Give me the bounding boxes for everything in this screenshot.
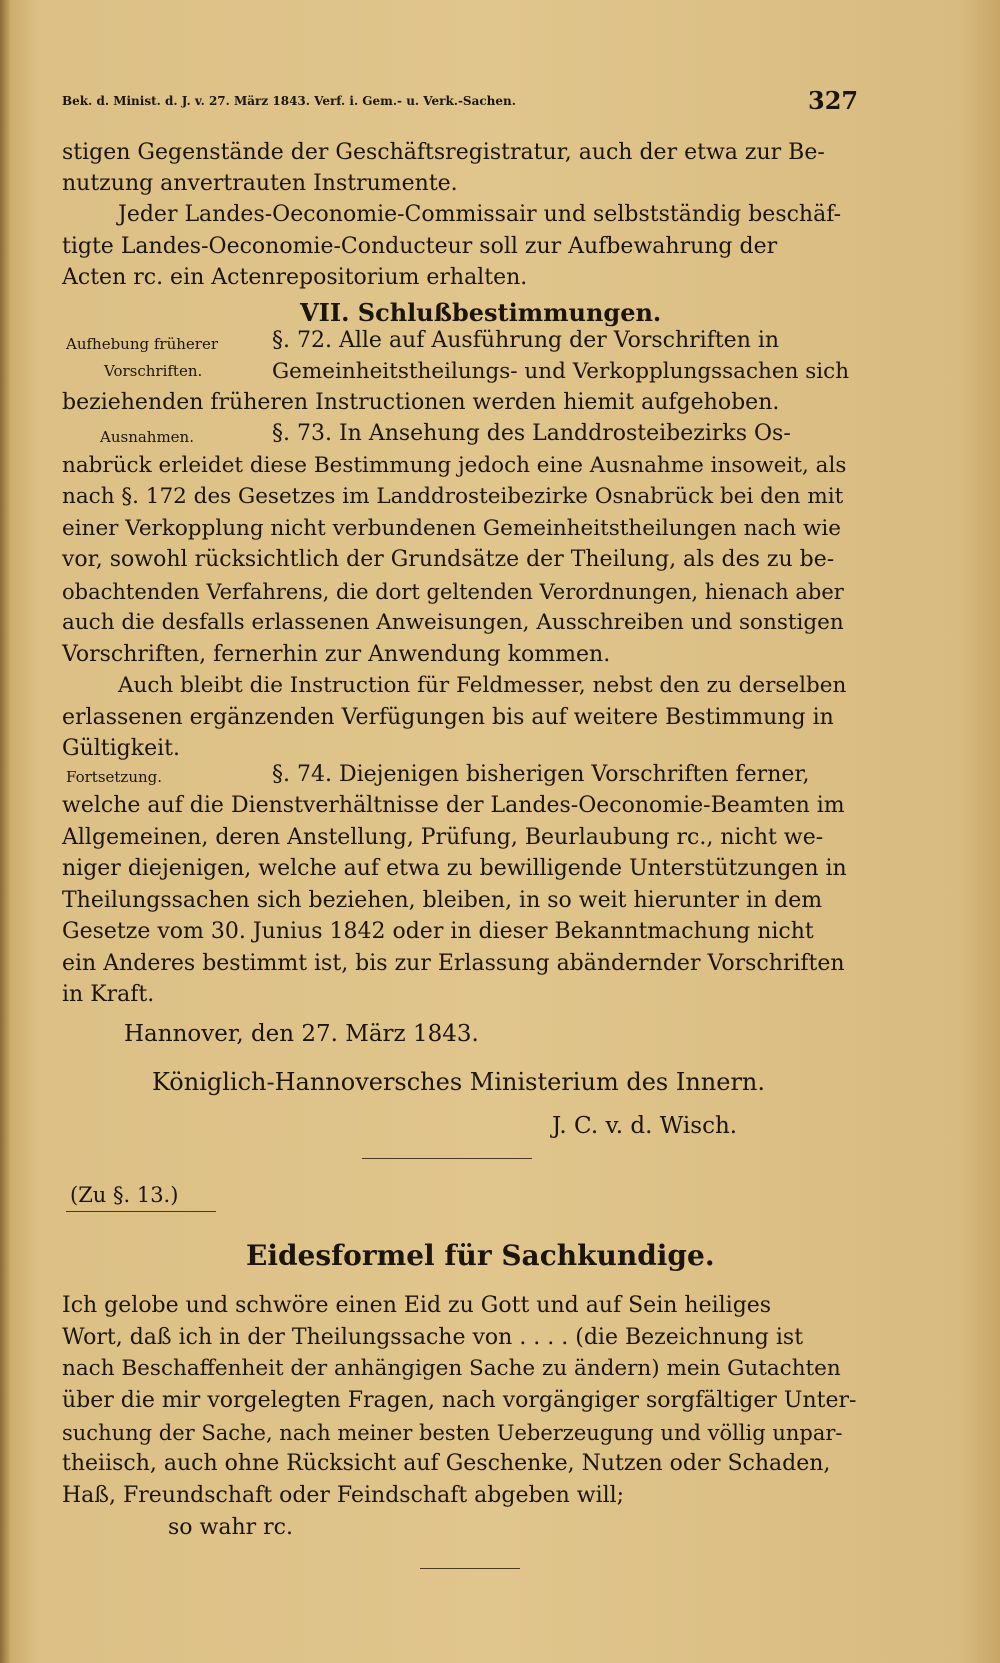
place-date: Hannover, den 27. März 1843. xyxy=(124,1021,479,1047)
text-line: Gültigkeit. xyxy=(62,736,180,761)
signature: J. C. v. d. Wisch. xyxy=(552,1113,738,1139)
page-binding-edge xyxy=(0,0,10,1663)
margin-note: Ausnahmen. xyxy=(100,428,194,446)
oath-line: Wort, daß ich in der Theilungssache von . . . . (die Bezeichnung ist xyxy=(62,1325,804,1350)
oath-line: suchung der Sache, nach meiner besten Ueberzeugung und völlig unpar- xyxy=(62,1421,843,1445)
oath-line: theiisch, auch ohne Rücksicht auf Geschenke, Nutzen oder Schaden, xyxy=(62,1451,831,1476)
paragraph-73: §. 73. In Ansehung des Landdrosteibezirks Os- xyxy=(272,421,791,446)
text-line: Jeder Landes-Oeconomie-Commissair und selbstständig beschäf- xyxy=(118,202,842,227)
text-line: nabrück erleidet diese Bestimmung jedoch eine Ausnahme insoweit, als xyxy=(62,453,847,478)
end-rule xyxy=(420,1568,520,1569)
appendix-reference: (Zu §. 13.) xyxy=(70,1183,179,1207)
text-line: Gemeinheitstheilungs- und Verkopplungssachen sich xyxy=(272,359,850,384)
text-line: Vorschriften, fernerhin zur Anwendung kommen. xyxy=(62,642,611,667)
text-line: Allgemeinen, deren Anstellung, Prüfung, Beurlaubung rc., nicht we- xyxy=(62,825,824,850)
text-line: ein Anderes bestimmt ist, bis zur Erlassung abändernder Vorschriften xyxy=(62,951,845,976)
text-line: stigen Gegenstände der Geschäftsregistratur, auch der etwa zur Be- xyxy=(62,140,825,165)
text-line: beziehenden früheren Instructionen werden hiemit aufgehoben. xyxy=(62,390,780,415)
text-line: vor, sowohl rücksichtlich der Grundsätze der Theilung, als des zu be- xyxy=(62,547,835,572)
text-line: welche auf die Dienstverhältnisse der Landes-Oeconomie-Beamten im xyxy=(62,793,845,818)
section-heading: VII. Schlußbestimmungen. xyxy=(300,298,662,327)
reference-underline xyxy=(66,1211,216,1212)
text-line: niger diejenigen, welche auf etwa zu bewilligende Unterstützungen in xyxy=(62,856,847,881)
text-line: obachtenden Verfahrens, die dort geltenden Verordnungen, hienach aber xyxy=(62,580,844,604)
page-number: 327 xyxy=(808,86,859,115)
oath-line: nach Beschaffenheit der anhängigen Sache zu ändern) mein Gutachten xyxy=(62,1356,841,1381)
ministry-name: Königlich-Hannoversches Ministerium des Innern. xyxy=(152,1068,765,1096)
text-line: erlassenen ergänzenden Verfügungen bis auf weitere Bestimmung in xyxy=(62,705,834,730)
text-line: Gesetze vom 30. Junius 1842 oder in dieser Bekanntmachung nicht xyxy=(62,919,814,944)
text-line: Theilungssachen sich beziehen, bleiben, in so weit hierunter in dem xyxy=(62,888,823,913)
margin-note: Vorschriften. xyxy=(104,362,203,380)
margin-note: Aufhebung früherer xyxy=(66,335,219,353)
oath-line: Haß, Freundschaft oder Feindschaft abgeben will; xyxy=(62,1483,625,1508)
text-line: einer Verkopplung nicht verbundenen Gemeinheitstheilungen nach wie xyxy=(62,516,841,541)
paragraph-72: §. 72. Alle auf Ausführung der Vorschriften in xyxy=(272,328,780,353)
divider xyxy=(362,1158,532,1159)
text-line: Acten rc. ein Actenrepositorium erhalten. xyxy=(62,265,528,290)
text-line: nutzung anvertrauten Instrumente. xyxy=(62,171,458,196)
text-line: in Kraft. xyxy=(62,982,155,1007)
paragraph-74: §. 74. Diejenigen bisherigen Vorschriften ferner, xyxy=(272,762,810,787)
text-line: Auch bleibt die Instruction für Feldmesser, nebst den zu derselben xyxy=(118,673,847,698)
appendix-title: Eidesformel für Sachkundige. xyxy=(246,1239,715,1272)
text-line: auch die desfalls erlassenen Anweisungen, Ausschreiben und sonstigen xyxy=(62,610,844,635)
margin-note: Fortsetzung. xyxy=(66,768,163,786)
oath-line: über die mir vorgelegten Fragen, nach vorgängiger sorgfältiger Unter- xyxy=(62,1388,857,1413)
text-line: nach §. 172 des Gesetzes im Landdrosteibezirke Osnabrück bei den mit xyxy=(62,484,844,509)
oath-line: Ich gelobe und schwöre einen Eid zu Gott und auf Sein heiliges xyxy=(62,1293,772,1318)
running-head: Bek. d. Minist. d. J. v. 27. März 1843. Verf. i. Gem.- u. Verk.-Sachen. xyxy=(62,94,516,108)
text-line: tigte Landes-Oeconomie-Conducteur soll zur Aufbewahrung der xyxy=(62,234,778,259)
oath-closing: so wahr rc. xyxy=(168,1515,293,1540)
